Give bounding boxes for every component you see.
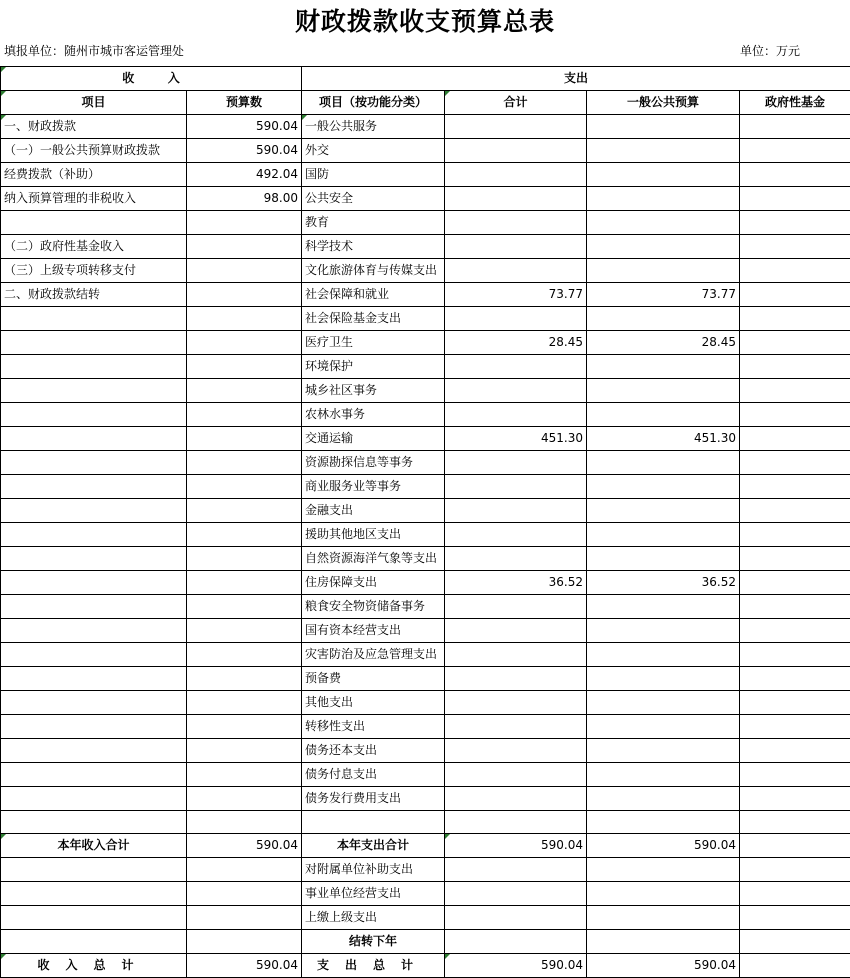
income-budget-cell	[187, 882, 302, 906]
expense-general-cell	[587, 499, 740, 523]
expense-total-cell	[445, 211, 587, 235]
income-item-cell	[1, 739, 187, 763]
expense-item-cell: 支出总计	[302, 954, 445, 978]
expense-general-cell	[587, 523, 740, 547]
table-row	[1, 163, 850, 187]
expense-item-cell: 社会保险基金支出	[302, 307, 445, 331]
expense-gov-fund-cell	[740, 379, 850, 403]
expense-item-cell: 国有资本经营支出	[302, 619, 445, 643]
expense-gov-fund-cell	[740, 355, 850, 379]
expense-gov-fund-cell	[740, 906, 850, 930]
expense-general-cell	[587, 595, 740, 619]
income-budget-cell: 590.04	[187, 954, 302, 978]
income-budget-cell	[187, 547, 302, 571]
expense-general-cell	[587, 211, 740, 235]
table-row	[1, 619, 850, 643]
table-row	[1, 211, 850, 235]
expense-item-cell: 粮食安全物资储备事务	[302, 595, 445, 619]
table-row	[1, 499, 850, 523]
income-budget-cell: 590.04	[187, 834, 302, 858]
expense-item-cell: 上缴上级支出	[302, 906, 445, 930]
table-row	[1, 715, 850, 739]
expense-gov-fund-cell	[740, 834, 850, 858]
income-budget-cell: 590.04	[187, 115, 302, 139]
income-item-cell: （二）政府性基金收入	[1, 235, 187, 259]
expense-item-cell: 文化旅游体育与传媒支出	[302, 259, 445, 283]
expense-general-cell	[587, 379, 740, 403]
income-budget-cell	[187, 211, 302, 235]
expense-item-cell: 商业服务业等事务	[302, 475, 445, 499]
expense-total-cell: 36.52	[445, 571, 587, 595]
expense-item-cell: 社会保障和就业	[302, 283, 445, 307]
income-item-cell: 经费拨款（补助）	[1, 163, 187, 187]
expense-total-cell	[445, 115, 587, 139]
income-item-cell	[1, 715, 187, 739]
expense-item-cell: 事业单位经营支出	[302, 882, 445, 906]
expense-item-cell: 国防	[302, 163, 445, 187]
table-row	[1, 235, 850, 259]
expense-general-cell	[587, 355, 740, 379]
income-budget-cell	[187, 475, 302, 499]
reporting-unit: 填报单位：随州市城市客运管理处	[4, 44, 185, 58]
expense-general-cell	[587, 882, 740, 906]
expense-total-cell	[445, 858, 587, 882]
expense-item-cell: 结转下年	[302, 930, 445, 954]
expense-total-cell	[445, 475, 587, 499]
income-item-cell	[1, 451, 187, 475]
income-item-cell	[1, 355, 187, 379]
expense-item-cell: 预备费	[302, 667, 445, 691]
table-row	[1, 451, 850, 475]
expense-gov-fund-cell	[740, 307, 850, 331]
income-budget-cell	[187, 427, 302, 451]
income-item-cell	[1, 427, 187, 451]
expense-general-cell	[587, 547, 740, 571]
page-title: 财政拨款收支预算总表	[294, 7, 555, 36]
expense-total-cell	[445, 499, 587, 523]
expense-item-cell: 债务发行费用支出	[302, 787, 445, 811]
expense-gov-fund-cell	[740, 691, 850, 715]
income-budget-cell	[187, 331, 302, 355]
table-row	[1, 571, 850, 595]
income-item-cell: （一）一般公共预算财政拨款	[1, 139, 187, 163]
expense-gov-fund-cell	[740, 403, 850, 427]
income-budget-cell	[187, 499, 302, 523]
expense-general-cell	[587, 187, 740, 211]
expense-gov-fund-cell	[740, 763, 850, 787]
expense-general-cell	[587, 643, 740, 667]
expense-general-cell	[587, 259, 740, 283]
expense-gov-fund-cell	[740, 715, 850, 739]
income-item-cell: 收入总计	[1, 954, 187, 978]
expense-gov-fund-cell	[740, 331, 850, 355]
expense-gov-fund-cell	[740, 643, 850, 667]
col-header-function: 项目（按功能分类）	[302, 91, 445, 115]
expense-total-cell	[445, 187, 587, 211]
income-item-cell	[1, 379, 187, 403]
table-row	[1, 187, 850, 211]
expense-gov-fund-cell	[740, 163, 850, 187]
expense-item-cell: 转移性支出	[302, 715, 445, 739]
expense-item-cell: 援助其他地区支出	[302, 523, 445, 547]
expense-total-cell: 590.04	[445, 954, 587, 978]
expense-total-cell	[445, 906, 587, 930]
expense-gov-fund-cell	[740, 930, 850, 954]
table-row	[1, 307, 850, 331]
expense-gov-fund-cell	[740, 523, 850, 547]
expense-gov-fund-cell	[740, 475, 850, 499]
col-header-total: 合计	[445, 91, 587, 115]
income-item-cell	[1, 547, 187, 571]
income-budget-cell	[187, 787, 302, 811]
income-item-cell: 一、财政拨款	[1, 115, 187, 139]
expense-general-cell	[587, 163, 740, 187]
income-budget-cell	[187, 739, 302, 763]
income-item-cell	[1, 331, 187, 355]
expense-gov-fund-cell	[740, 499, 850, 523]
col-header-general-budget: 一般公共预算	[587, 91, 740, 115]
income-item-cell	[1, 691, 187, 715]
expense-gov-fund-cell	[740, 667, 850, 691]
expense-general-cell	[587, 115, 740, 139]
expense-gov-fund-cell	[740, 619, 850, 643]
expense-item-cell: 公共安全	[302, 187, 445, 211]
income-item-cell	[1, 787, 187, 811]
table-row	[1, 547, 850, 571]
expense-item-cell: 城乡社区事务	[302, 379, 445, 403]
expense-item-cell: 一般公共服务	[302, 115, 445, 139]
col-header-budget: 预算数	[187, 91, 302, 115]
income-budget-cell	[187, 763, 302, 787]
income-budget-cell	[187, 619, 302, 643]
expense-gov-fund-cell	[740, 259, 850, 283]
expense-general-cell	[587, 763, 740, 787]
expense-total-cell	[445, 643, 587, 667]
income-item-cell	[1, 619, 187, 643]
income-budget-cell	[187, 811, 302, 834]
income-budget-cell	[187, 259, 302, 283]
expense-gov-fund-cell	[740, 787, 850, 811]
expense-total-cell	[445, 403, 587, 427]
expense-total-cell	[445, 667, 587, 691]
expense-general-cell	[587, 667, 740, 691]
expense-gov-fund-cell	[740, 954, 850, 978]
income-budget-cell	[187, 451, 302, 475]
expense-item-cell: 本年支出合计	[302, 834, 445, 858]
expense-gov-fund-cell	[740, 187, 850, 211]
expense-general-cell	[587, 307, 740, 331]
income-budget-cell	[187, 930, 302, 954]
expense-gov-fund-cell	[740, 283, 850, 307]
expense-gov-fund-cell	[740, 595, 850, 619]
expense-general-cell	[587, 691, 740, 715]
expense-gov-fund-cell	[740, 115, 850, 139]
expense-gov-fund-cell	[740, 858, 850, 882]
expense-total-cell	[445, 811, 587, 834]
expense-item-cell: 住房保障支出	[302, 571, 445, 595]
expense-general-cell	[587, 235, 740, 259]
expense-item-cell: 债务付息支出	[302, 763, 445, 787]
expense-general-cell	[587, 451, 740, 475]
expense-item-cell: 环境保护	[302, 355, 445, 379]
expense-total-cell	[445, 715, 587, 739]
expense-gov-fund-cell	[740, 547, 850, 571]
income-item-cell	[1, 858, 187, 882]
expense-general-cell: 73.77	[587, 283, 740, 307]
expense-item-cell: 外交	[302, 139, 445, 163]
expense-general-cell	[587, 906, 740, 930]
expense-total-cell	[445, 763, 587, 787]
expense-total-cell	[445, 355, 587, 379]
income-budget-cell	[187, 667, 302, 691]
table-row	[1, 595, 850, 619]
income-budget-cell	[187, 355, 302, 379]
income-item-cell: 本年收入合计	[1, 834, 187, 858]
income-item-cell	[1, 403, 187, 427]
expense-item-cell: 医疗卫生	[302, 331, 445, 355]
expense-general-cell	[587, 930, 740, 954]
expense-item-cell: 农林水事务	[302, 403, 445, 427]
table-row	[1, 954, 850, 978]
table-row	[1, 643, 850, 667]
income-item-cell	[1, 930, 187, 954]
expense-general-cell	[587, 739, 740, 763]
income-item-cell	[1, 475, 187, 499]
expense-general-cell: 590.04	[587, 954, 740, 978]
expense-general-cell	[587, 858, 740, 882]
expense-general-cell: 451.30	[587, 427, 740, 451]
expense-total-cell: 73.77	[445, 283, 587, 307]
expense-general-cell: 590.04	[587, 834, 740, 858]
expense-general-cell	[587, 787, 740, 811]
income-item-cell	[1, 595, 187, 619]
expense-total-cell	[445, 595, 587, 619]
budget-table	[0, 66, 850, 978]
expense-total-cell	[445, 547, 587, 571]
table-row	[1, 739, 850, 763]
income-budget-cell	[187, 379, 302, 403]
income-budget-cell	[187, 595, 302, 619]
expense-gov-fund-cell	[740, 739, 850, 763]
expense-gov-fund-cell	[740, 427, 850, 451]
expense-gov-fund-cell	[740, 211, 850, 235]
table-row	[1, 475, 850, 499]
expense-total-cell	[445, 739, 587, 763]
expense-item-cell: 对附属单位补助支出	[302, 858, 445, 882]
income-budget-cell	[187, 571, 302, 595]
table-body	[1, 115, 850, 978]
income-budget-cell	[187, 283, 302, 307]
expense-total-cell	[445, 930, 587, 954]
expense-item-cell: 交通运输	[302, 427, 445, 451]
table-row	[1, 858, 850, 882]
income-budget-cell	[187, 643, 302, 667]
table-row	[1, 427, 850, 451]
table-row	[1, 115, 850, 139]
income-budget-cell	[187, 691, 302, 715]
expense-total-cell	[445, 523, 587, 547]
table-row	[1, 787, 850, 811]
expense-general-cell	[587, 403, 740, 427]
expense-gov-fund-cell	[740, 139, 850, 163]
expense-item-cell: 科学技术	[302, 235, 445, 259]
col-header-gov-fund: 政府性基金	[740, 91, 850, 115]
table-row	[1, 667, 850, 691]
table-row	[1, 763, 850, 787]
expense-total-cell	[445, 787, 587, 811]
expense-total-cell	[445, 379, 587, 403]
income-item-cell	[1, 307, 187, 331]
expense-total-cell	[445, 691, 587, 715]
table-row	[1, 691, 850, 715]
expense-total-cell	[445, 619, 587, 643]
income-item-cell: 二、财政拨款结转	[1, 283, 187, 307]
income-budget-cell: 98.00	[187, 187, 302, 211]
expense-item-cell: 资源勘探信息等事务	[302, 451, 445, 475]
currency-unit: 单位：万元	[740, 44, 801, 58]
expense-general-cell: 28.45	[587, 331, 740, 355]
expense-total-cell: 28.45	[445, 331, 587, 355]
table-row	[1, 834, 850, 858]
table-row	[1, 259, 850, 283]
expense-gov-fund-cell	[740, 882, 850, 906]
expense-general-cell: 36.52	[587, 571, 740, 595]
table-row	[1, 355, 850, 379]
expense-general-cell	[587, 475, 740, 499]
table-row	[1, 139, 850, 163]
expense-item-cell: 教育	[302, 211, 445, 235]
expense-gov-fund-cell	[740, 571, 850, 595]
income-item-cell	[1, 523, 187, 547]
income-item-cell: 纳入预算管理的非税收入	[1, 187, 187, 211]
table-row	[1, 403, 850, 427]
income-budget-cell: 492.04	[187, 163, 302, 187]
expense-total-cell	[445, 139, 587, 163]
expense-total-cell	[445, 163, 587, 187]
table-row	[1, 523, 850, 547]
expense-total-cell	[445, 307, 587, 331]
income-item-cell	[1, 667, 187, 691]
income-budget-cell	[187, 715, 302, 739]
expense-total-cell: 590.04	[445, 834, 587, 858]
income-item-cell	[1, 211, 187, 235]
expense-header: 支出	[302, 67, 850, 91]
expense-general-cell	[587, 811, 740, 834]
income-budget-cell: 590.04	[187, 139, 302, 163]
income-item-cell: （三）上级专项转移支付	[1, 259, 187, 283]
income-header: 收 入	[1, 67, 302, 91]
income-budget-cell	[187, 235, 302, 259]
expense-item-cell	[302, 811, 445, 834]
table-row	[1, 811, 850, 834]
income-item-cell	[1, 499, 187, 523]
expense-item-cell: 自然资源海洋气象等支出	[302, 547, 445, 571]
income-budget-cell	[187, 307, 302, 331]
expense-general-cell	[587, 715, 740, 739]
table-row	[1, 882, 850, 906]
col-header-item: 项目	[1, 91, 187, 115]
income-budget-cell	[187, 523, 302, 547]
income-item-cell	[1, 906, 187, 930]
income-item-cell	[1, 571, 187, 595]
expense-item-cell: 灾害防治及应急管理支出	[302, 643, 445, 667]
income-item-cell	[1, 882, 187, 906]
income-budget-cell	[187, 403, 302, 427]
income-item-cell	[1, 811, 187, 834]
expense-gov-fund-cell	[740, 235, 850, 259]
expense-total-cell	[445, 451, 587, 475]
expense-total-cell	[445, 259, 587, 283]
expense-general-cell	[587, 619, 740, 643]
expense-item-cell: 其他支出	[302, 691, 445, 715]
income-budget-cell	[187, 858, 302, 882]
expense-total-cell	[445, 235, 587, 259]
expense-gov-fund-cell	[740, 811, 850, 834]
income-item-cell	[1, 763, 187, 787]
expense-item-cell: 金融支出	[302, 499, 445, 523]
table-row	[1, 331, 850, 355]
table-row	[1, 283, 850, 307]
income-budget-cell	[187, 906, 302, 930]
table-row	[1, 930, 850, 954]
expense-item-cell: 债务还本支出	[302, 739, 445, 763]
expense-total-cell: 451.30	[445, 427, 587, 451]
income-item-cell	[1, 643, 187, 667]
table-row	[1, 906, 850, 930]
table-row	[1, 379, 850, 403]
expense-total-cell	[445, 882, 587, 906]
expense-gov-fund-cell	[740, 451, 850, 475]
expense-general-cell	[587, 139, 740, 163]
